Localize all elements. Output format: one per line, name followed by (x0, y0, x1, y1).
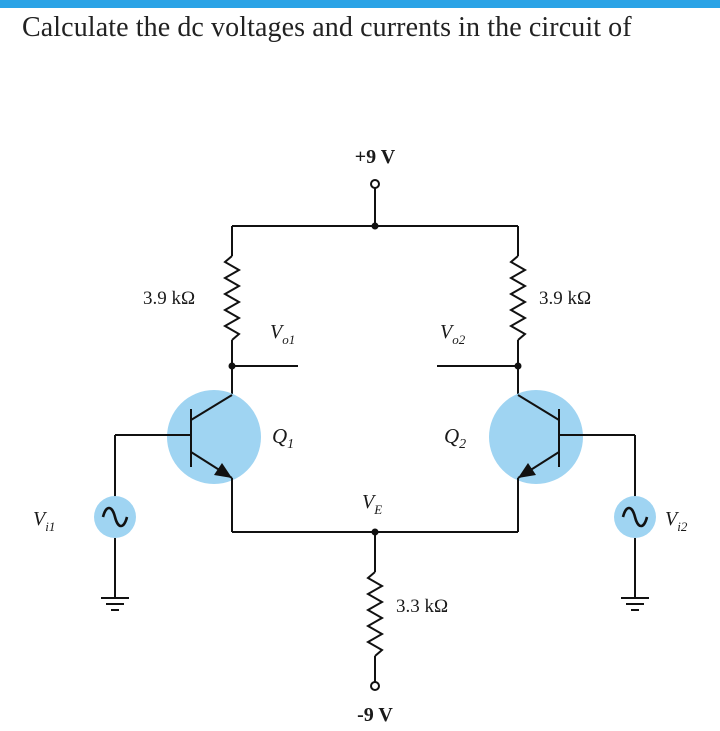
rc2-label: 3.9 kΩ (539, 288, 592, 309)
question-text: Calculate the dc voltages and currents in the circuit of (22, 12, 632, 43)
vo1-label: $V_{o1}$ (270, 321, 296, 347)
rc1-label: 3.9 kΩ (143, 288, 196, 309)
q1-transistor-body (167, 390, 261, 484)
vee-terminal (371, 682, 379, 690)
vi1-label: $V_{i1}$ (33, 508, 56, 534)
vi2-label: $V_{i2}$ (665, 508, 688, 534)
rc2-resistor (511, 256, 525, 340)
q2-transistor-body (489, 390, 583, 484)
re-resistor (368, 572, 382, 656)
vcc-terminal (371, 180, 379, 188)
ve-label: $V_E$ (362, 491, 383, 517)
vee-label: -9 V (357, 704, 393, 726)
q2-label: $Q_2$ (444, 424, 467, 452)
q1-label: $Q_1$ (272, 424, 295, 452)
re-label: 3.3 kΩ (396, 596, 449, 617)
vcc-label: +9 V (354, 146, 396, 168)
rc1-resistor (225, 256, 239, 340)
vo2-label: $V_{o2}$ (440, 321, 466, 347)
